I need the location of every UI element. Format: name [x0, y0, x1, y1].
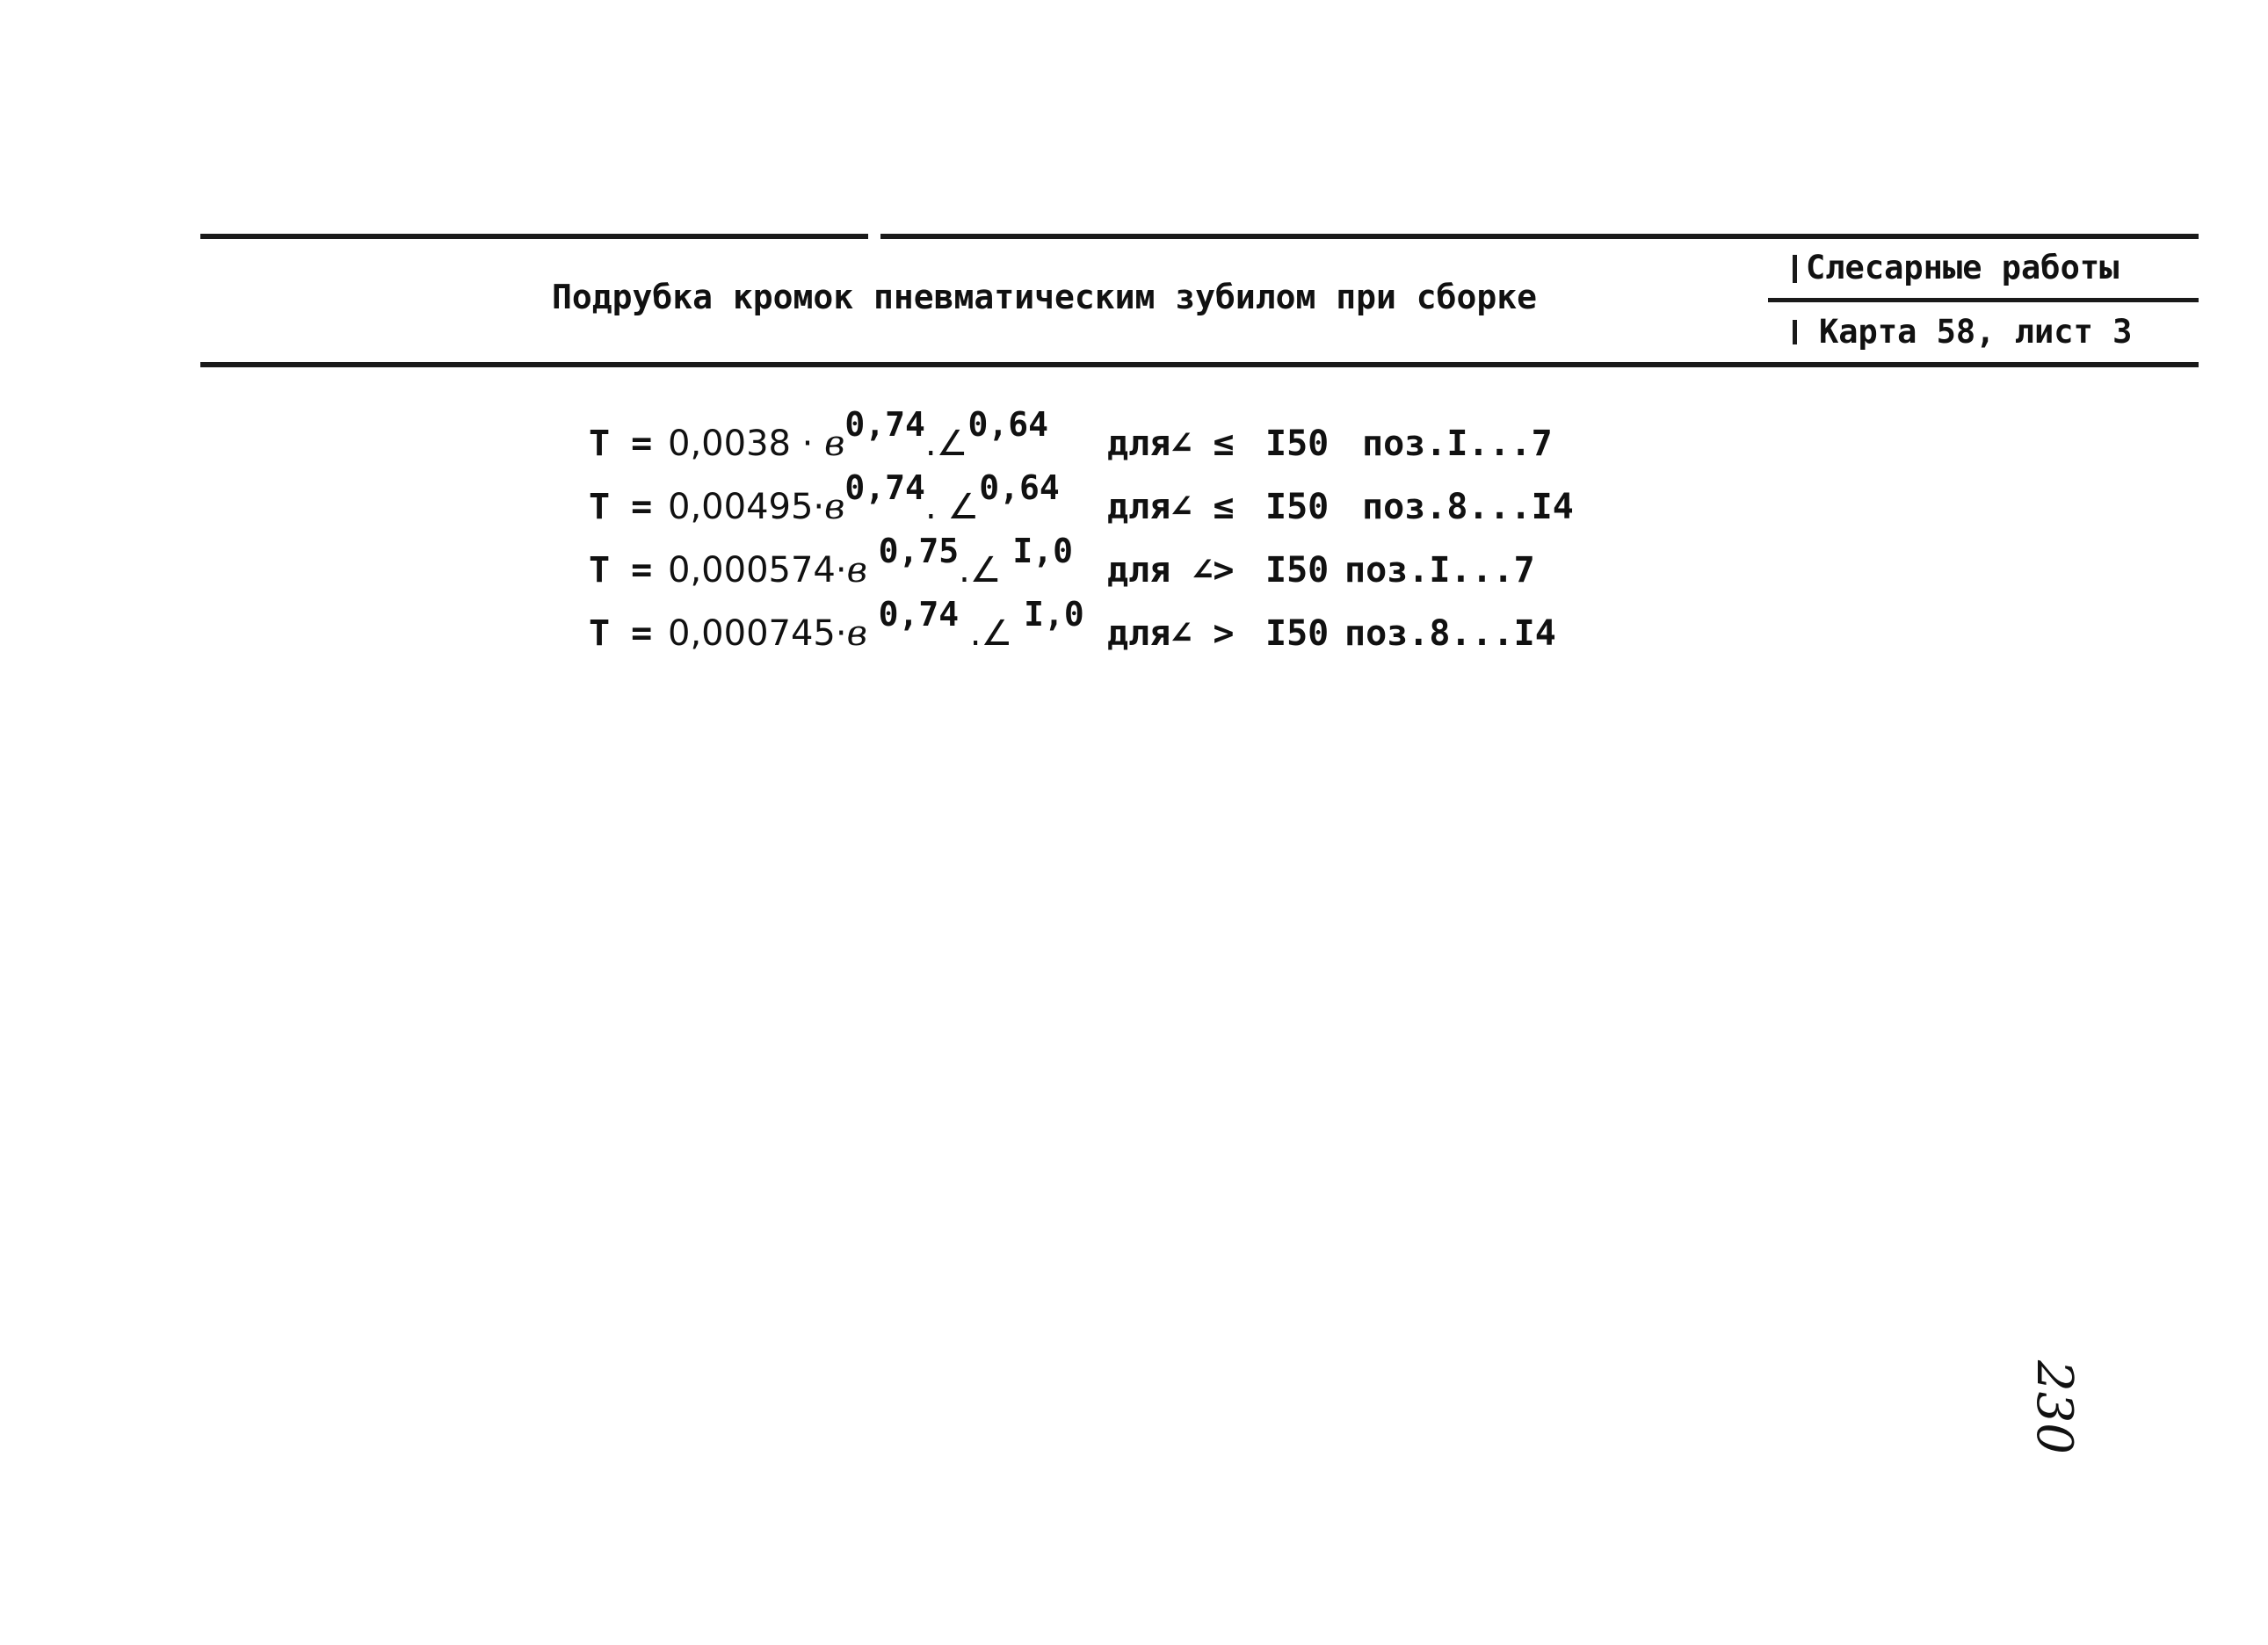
- card-sheet-info: Карта 58, лист 3: [1819, 313, 2133, 351]
- document-title: Подрубка кромок пневматическим зубилом при сборке: [552, 278, 1538, 316]
- formula-condition: для∠ ≤: [1107, 424, 1235, 464]
- formula-condition: для ∠>: [1107, 550, 1235, 591]
- page-number: 230: [2025, 1360, 2083, 1454]
- formula-lhs: T =: [589, 487, 653, 527]
- header-rule-bottom: [200, 362, 2199, 367]
- formula-positions: поз.8...I4: [1362, 487, 1574, 527]
- formula-coefficient: 0,000745·в 0,74 .∠ I,0: [668, 595, 1084, 654]
- formula-threshold: I50: [1265, 424, 1330, 464]
- section-name: Слесарные работы: [1806, 249, 2119, 286]
- formula-threshold: I50: [1265, 613, 1330, 654]
- formula-positions: поз.I...7: [1344, 550, 1535, 591]
- formula-lhs: T =: [589, 550, 653, 591]
- formula-positions: поз.8...I4: [1344, 613, 1556, 654]
- formula-condition: для∠ ≤: [1107, 487, 1235, 527]
- formula-threshold: I50: [1265, 550, 1330, 591]
- header-rule-middle: [1768, 298, 2199, 302]
- formula-coefficient: 0,00495·в0,74. ∠0,64: [668, 468, 1060, 527]
- header-separator-top: [1793, 255, 1797, 283]
- formula-lhs: T =: [589, 613, 653, 654]
- header-separator-bottom: [1793, 320, 1797, 344]
- header-rule-top-right: [880, 234, 2199, 239]
- formula-coefficient: 0,0038 · в0,74.∠0,64: [668, 405, 1049, 464]
- header-rule-top-left: [200, 234, 868, 239]
- formula-lhs: T =: [589, 424, 653, 464]
- formula-threshold: I50: [1265, 487, 1330, 527]
- formula-condition: для∠ >: [1107, 613, 1235, 654]
- formula-positions: поз.I...7: [1362, 424, 1553, 464]
- formula-coefficient: 0,000574·в 0,75.∠ I,0: [668, 532, 1074, 591]
